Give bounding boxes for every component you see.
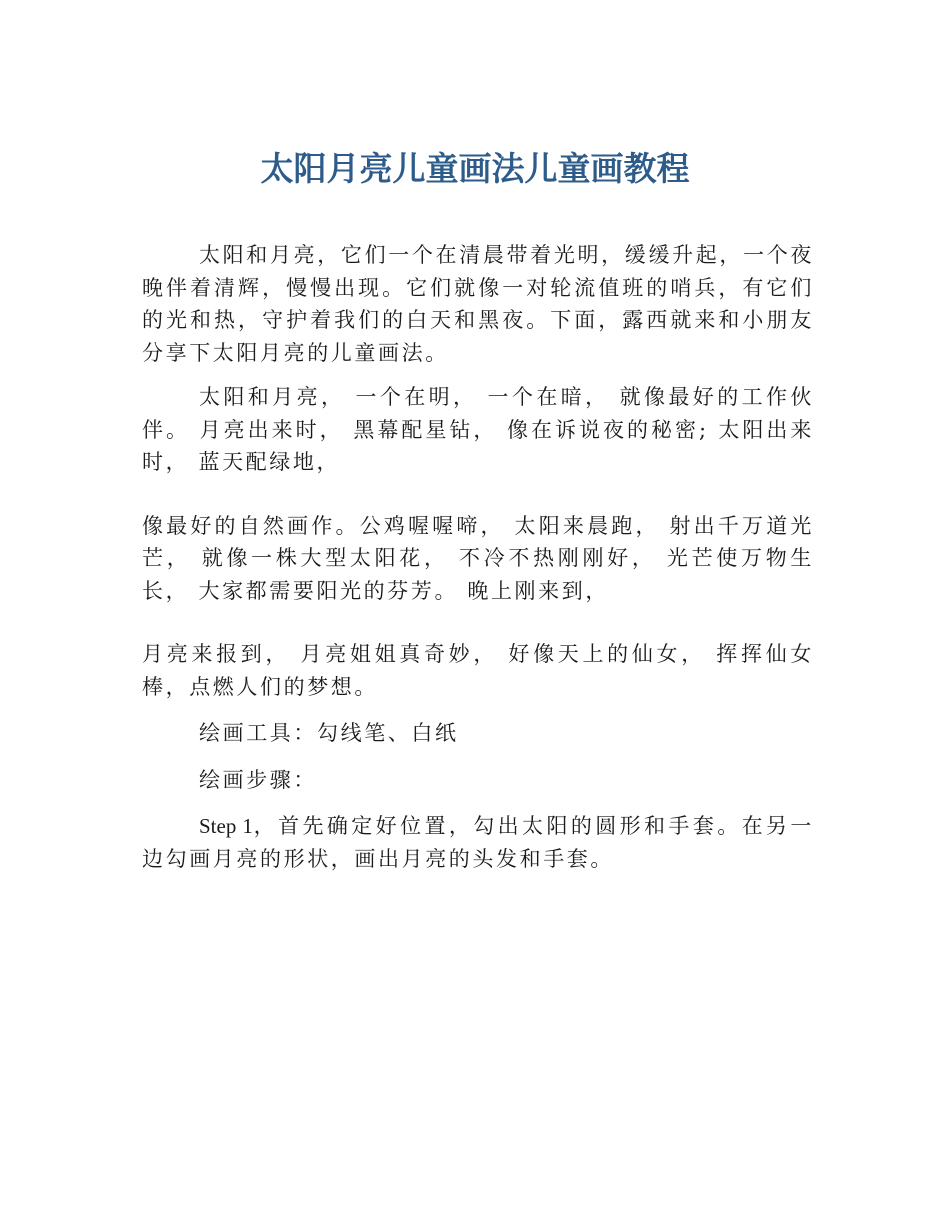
document-title: 太阳月亮儿童画法儿童画教程 — [260, 149, 690, 188]
paragraph-sun-moon: 太阳和月亮， 一个在明， 一个在暗， 就像最好的工作伙伴。 月亮出来时， 黑幕配星钻， 像在诉说夜的秘密; 太阳出来时， 蓝天配绿地， — [142, 385, 814, 474]
document-body — [142, 239, 814, 875]
step-separator: ， — [252, 814, 279, 838]
paragraph-moon: 月亮来报到， 月亮姐姐真奇妙， 好像天上的仙女， 挥挥仙女棒，点燃人们的梦想。 — [142, 642, 814, 699]
paragraph-steps-heading: 绘画步骤： — [199, 767, 317, 792]
step-label: Step 1 — [199, 814, 253, 838]
paragraph-tools: 绘画工具：勾线笔、白纸 — [199, 721, 459, 745]
paragraph-nature: 像最好的自然画作。公鸡喔喔啼， 太阳来晨跑， 射出千万道光芒， 就像一株大型太阳花， 不冷不热刚刚好， 光芒使万物生长， 大家都需要阳光的芬芳。 晚上刚来到， — [142, 513, 814, 603]
paragraph-intro: 太阳和月亮，它们一个在清晨带着光明，缓缓升起，一个夜晚伴着清辉，慢慢出现。它们就像一对轮流值班的哨兵，有它们的光和热，守护着我们的白天和黑夜。下面，露西就来和小朋友分享下太阳月亮的儿童画法。 — [142, 243, 814, 365]
step-1-text: 首先确定好位置，勾出太阳的圆形和手套。在另一边勾画月亮的形状，画出月亮的头发和手套。 — [142, 814, 814, 871]
paragraph-step-1 — [142, 810, 814, 875]
